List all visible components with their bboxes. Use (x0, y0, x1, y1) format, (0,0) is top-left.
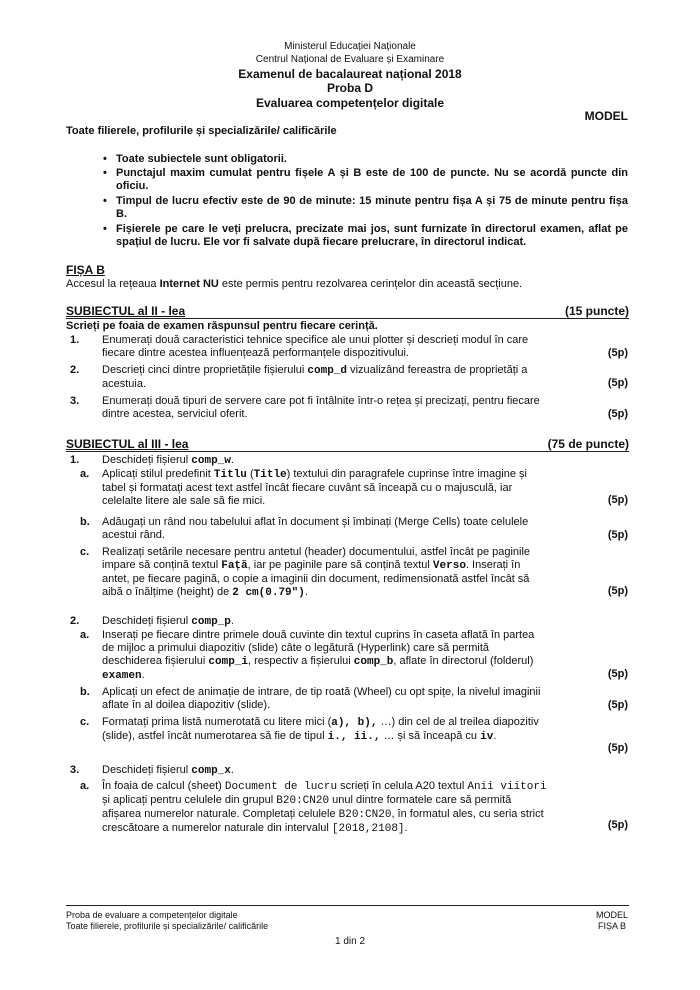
bullet-item: • Punctajul maxim cumulat pentru fișele A și B este de 100 de puncte. Nu se acordă puncte din oficiu. (116, 167, 628, 193)
points-label: (5p) (607, 408, 628, 420)
subject-2-title: SUBIECTUL al II - lea (66, 304, 186, 318)
points-label: (5p) (607, 668, 628, 680)
item-number: 1. (70, 334, 80, 346)
subject-3-points: (75 de puncte) (547, 437, 629, 451)
item-number: 1. (70, 454, 80, 466)
fisa-title: FIȘA B (66, 263, 105, 277)
subject-2-item-2: Descrieți cinci dintre proprietățile fișierului comp_d vizualizând fereastra de proprietăți a acestuia. (102, 364, 528, 390)
question-1b: Adăugați un rând nou tabelului aflat în document și îmbinați (Merge Cells) toate celulele acestui rând. (102, 516, 529, 541)
center-line: Centrul Național de Evaluare și Examinare (255, 54, 445, 65)
ministry-line: Ministerul Educației Naționale (284, 41, 416, 52)
question-3a: În foaia de calcul (sheet) Document de lucru scrieți în celula A20 textul Anii viitori și aplicați pentru celulele din grupul B20:CN20 unul dintre formatele care să permită afișarea numerelor naturale. Completați celulele B20:CN20, în formatul ales, cu seria strict crescătoare a numerelor naturale din intervalul [2018,2108]. (102, 780, 547, 835)
proba-label: Proba D (326, 81, 373, 95)
footer-left: Proba de evaluare a competențelor digitale Toate filierele, profilurile și specializările/ calificările (66, 910, 269, 931)
points-label: (5p) (607, 585, 628, 597)
divider (66, 451, 629, 452)
question-2a: Inserați pe fiecare dintre primele două cuvinte din textul cuprins în caseta aflată în partea de mijloc a primului diapozitiv (slide) câte o legătură (Hyperlink) care să permită deschiderea fișierului comp_i, respectiv a fișierului comp_b, aflate în directorul (folderul) examen. (102, 629, 535, 682)
item-letter: b. (80, 516, 90, 528)
points-label: (5p) (607, 494, 628, 506)
question-2b: Aplicați un efect de animație de intrare, de tip roată (Wheel) cu opt spițe, la nivelul imaginii aflate în al doilea diapozitiv (slide). (102, 686, 541, 711)
question-2c: Formatați prima listă numerotată cu litere mici (a), b), …) din cel de al treilea diapozitiv (slide), astfel încât numerotarea să fie de tipul i., ii., … și să înceapă cu iv. (102, 716, 539, 743)
document-title: Evaluarea competențelor digitale (255, 96, 445, 110)
question-2-open: Deschideți fișierul comp_p. (102, 615, 234, 628)
item-letter: a. (80, 780, 90, 792)
bullet-item: • Timpul de lucru efectiv este de 90 de minute: 15 minute pentru fișa A și 75 de minute pentru fișa B. (116, 195, 628, 221)
exam-title: Examenul de bacalaureat național 2018 (238, 67, 462, 81)
question-3-open: Deschideți fișierul comp_x. (102, 764, 234, 777)
question-1-open: Deschideți fișierul comp_w. (102, 454, 234, 467)
subject-2-item-3: Enumerați două tipuri de servere care pot fi întâlnite într-o rețea și precizați, pentru fiecare dintre acestea, serviciul oferit. (102, 395, 540, 420)
item-letter: c. (80, 546, 90, 558)
question-1c: Realizați setările necesare pentru antetul (header) documentului, astfel încât pe paginile impare să conțină textul Față, iar pe paginile pare să conțină textul Verso. Inserați în antet, pe fiecare pagină, o copie a imaginii din document, redimensionată astfel încât să aibă o înălțime (height) de 2 cm(0.79"). (102, 546, 531, 599)
question-1a: Aplicați stilul predefinit Titlu (Title) textului din paragrafele cuprinse între imagine și tabel și formatați acest text astfel încât fiecare cuvânt să înceapă cu o majusculă, iar celelalte litere ale sale să fie mici. (102, 468, 527, 507)
points-label: (5p) (607, 347, 628, 359)
subject-3-header (66, 438, 629, 451)
points-label: (5p) (607, 699, 628, 711)
item-letter: b. (80, 686, 90, 698)
points-label: (5p) (607, 529, 628, 541)
item-number: 2. (70, 364, 80, 376)
model-label: MODEL (584, 109, 628, 123)
item-number: 2. (70, 615, 80, 627)
divider (66, 318, 629, 319)
page-number: 1 din 2 (334, 936, 366, 947)
item-number: 3. (70, 395, 80, 407)
subject-2-header (66, 305, 629, 318)
item-letter: a. (80, 629, 90, 641)
bullet-item: • Toate subiectele sunt obligatorii. (116, 153, 628, 166)
item-number: 3. (70, 764, 80, 776)
subject-3-title: SUBIECTUL al III - lea (66, 437, 189, 451)
points-label: (5p) (607, 742, 628, 754)
fisa-note: Accesul la rețeaua Internet NU este permis pentru rezolvarea cerințelor din această secțiune. (66, 278, 523, 290)
item-letter: c. (80, 716, 90, 728)
item-letter: a. (80, 468, 90, 480)
points-label: (5p) (607, 377, 628, 389)
filiere-line: Toate filierele, profilurile și specializările/ calificările (66, 125, 337, 137)
footer-right: MODEL FIȘA B (595, 910, 628, 931)
points-label: (5p) (607, 819, 628, 831)
subject-2-points: (15 puncte) (564, 304, 629, 318)
subject-2-instruction: Scrieți pe foaia de examen răspunsul pentru fiecare cerință. (66, 320, 378, 332)
bullet-item: • Fișierele pe care le veți prelucra, precizate mai jos, sunt furnizate în directorul examen, aflat pe spațiul de lucru. Ele vor fi salvate după fiecare prelucrare, în directorul indicat. (116, 223, 628, 249)
subject-2-item-1: Enumerați două caracteristici tehnice specifice ale unui plotter și descrieți modul în care fiecare dintre acestea influențează performanțele dispozitivului. (102, 334, 529, 359)
footer-divider (66, 905, 629, 906)
